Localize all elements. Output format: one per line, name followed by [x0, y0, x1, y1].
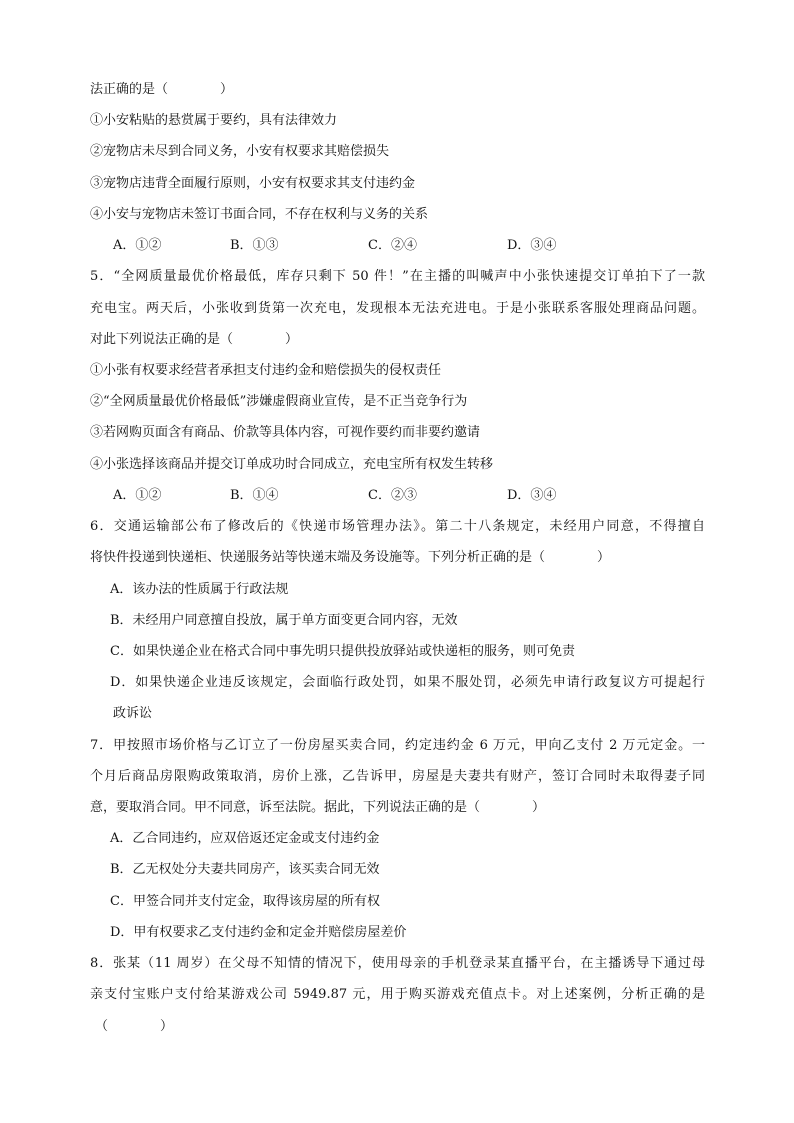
q8-stem-line-3: （ ）: [95, 1018, 174, 1034]
q7-option-b: B．乙无权处分夫妻共同房产，该买卖合同无效: [110, 862, 380, 878]
q5-statement-3: ③若网购页面含有商品、价款等具体内容，可视作要约而非要约邀请: [90, 425, 481, 441]
q8-stem-line-2: 亲支付宝账户支付给某游戏公司 5949.87 元，用于购买游戏充值点卡。对上述案例，分析正确的是: [90, 987, 705, 1003]
q6-option-b: B．未经用户同意擅自投放，属于单方面变更合同内容，无效: [110, 612, 458, 628]
q7-stem-line-2: 个月后商品房限购政策取消，房价上涨，乙告诉甲，房屋是夫妻共有财产，签订合同时未取得妻子同: [90, 768, 705, 784]
q5-options: [90, 480, 705, 511]
q7-option-d: D．甲有权要求乙支付违约金和定金并赔偿房屋差价: [110, 924, 407, 940]
q5-option-a: A．①②: [113, 487, 162, 503]
q7-stem-line-3: 意，要取消合同。甲不同意，诉至法院。据此，下列说法正确的是（ ）: [90, 800, 546, 816]
q5-statement-4: ④小张选择该商品并提交订单成功时合同成立，充电宝所有权发生转移: [90, 456, 494, 472]
q5-option-b: B．①④: [230, 487, 279, 503]
q6-option-d-line-1: D．如果快递企业违反该规定，会面临行政处罚，如果不服处罚，必须先申请行政复议方可提起行: [110, 675, 705, 691]
q5-stem-line-1: 5．“全网质量最优价格最低，库存只剩下 50 件！”在主播的叫喊声中小张快速提交订单拍下了一款: [90, 269, 705, 285]
q6-stem-line-1: 6．交通运输部公布了修改后的《快递市场管理办法》。第二十八条规定，未经用户同意，不得擅自: [90, 519, 705, 535]
q6-option-a: A．该办法的性质属于行政法规: [110, 581, 289, 597]
q5-stem-line-3: 对此下列说法正确的是（ ）: [90, 331, 299, 347]
q4-option-b: B．①③: [230, 238, 279, 254]
q4-options: [90, 230, 705, 261]
q4-statement-2: ②宠物店未尽到合同义务，小安有权要求其赔偿损失: [90, 144, 390, 160]
q6-option-c: C．如果快递企业在格式合同中事先明只提供投放驿站或快递柜的服务，则可免责: [110, 643, 575, 659]
q4-statement-4: ④小安与宠物店未签订书面合同，不存在权利与义务的关系: [90, 206, 429, 222]
q5-option-c: C．②③: [368, 487, 417, 503]
q4-stem-tail: 法正确的是（ ）: [90, 82, 234, 97]
q4-option-a: A．①②: [113, 238, 162, 254]
q5-statement-2: ②“全网质量最优价格最低”涉嫌虚假商业宣传，是不正当竞争行为: [90, 394, 468, 410]
q6-option-d-line-2: 政诉讼: [113, 706, 153, 722]
q7-stem-line-1: 7．甲按照市场价格与乙订立了一份房屋买卖合同，约定违约金 6 万元，甲向乙支付 2 万元定金。一: [90, 737, 705, 753]
q4-option-d: D．③④: [507, 238, 557, 254]
q6-stem-line-2: 将快件投递到快递柜、快递服务站等快递末端及务设施等。下列分析正确的是（ ）: [90, 550, 611, 566]
q5-stem-line-2: 充电宝。两天后，小张收到货第一次充电，发现根本无法充进电。于是小张联系客服处理商品问题。: [90, 300, 705, 316]
q7-option-c: C．甲签合同并支付定金，取得该房屋的所有权: [110, 893, 380, 909]
page-content: [90, 74, 705, 1042]
q4-statement-3: ③宠物店违背全面履行原则，小安有权要求其支付违约金: [90, 175, 416, 191]
q4-statement-1: ①小安粘贴的悬赏属于要约，具有法律效力: [90, 113, 338, 129]
q7-option-a: A．乙合同违约，应双倍返还定金或支付违约金: [110, 831, 380, 847]
q5-statement-1: ①小张有权要求经营者承担支付违约金和赔偿损失的侵权责任: [90, 362, 442, 378]
q8-stem-line-1: 8．张某（11 周岁）在父母不知情的情况下，使用母亲的手机登录某直播平台，在主播诱导下通过母: [90, 956, 705, 972]
q4-option-c: C．②④: [368, 238, 417, 254]
q5-option-d: D．③④: [507, 487, 557, 503]
